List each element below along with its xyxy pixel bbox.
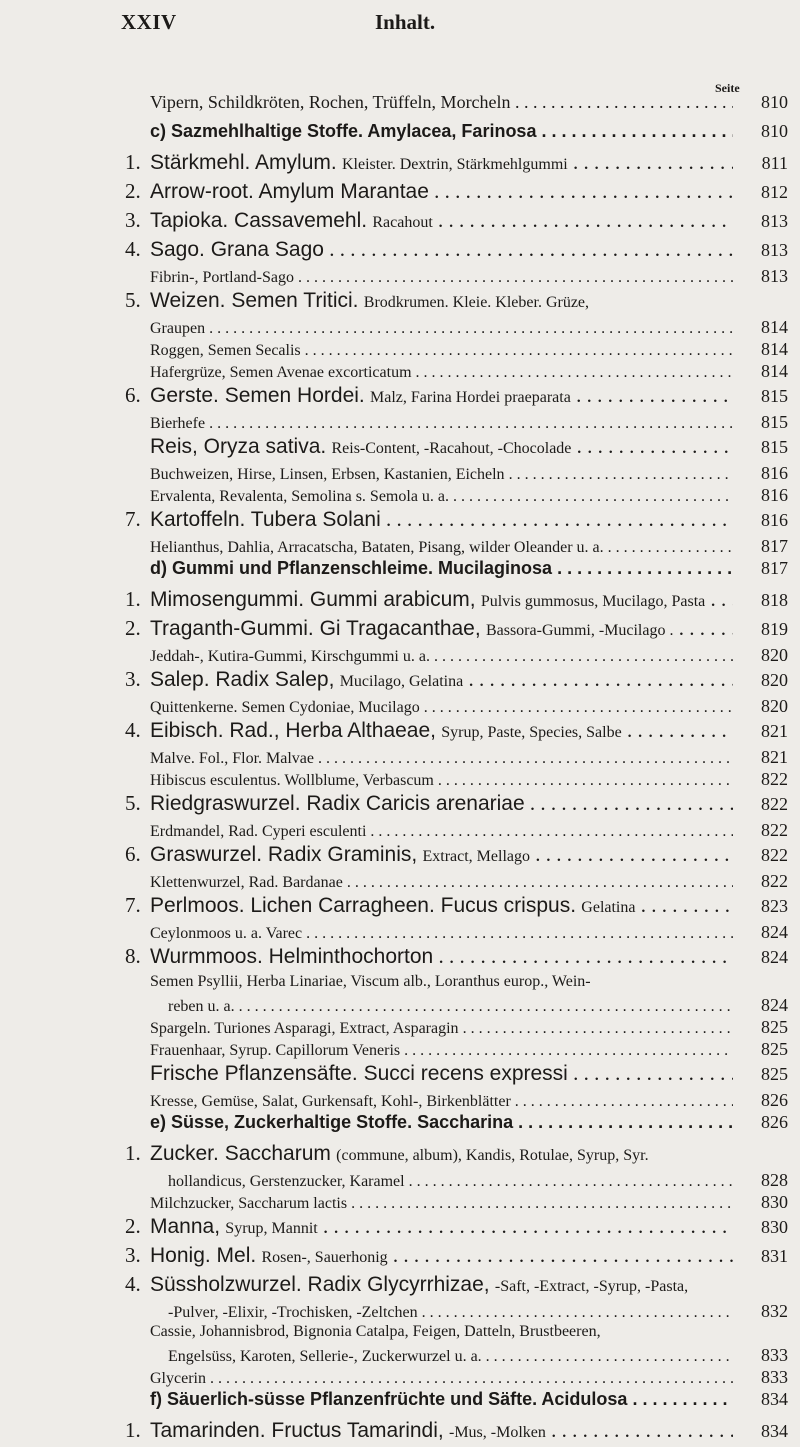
entry-title <box>0 1061 733 1086</box>
toc-entry <box>0 1243 800 1272</box>
page-header <box>0 8 800 48</box>
entry-number: 6. <box>125 842 141 866</box>
entry-heading: Stärkmehl. Amylum. <box>150 151 337 174</box>
entry-title <box>0 237 733 262</box>
toc-entry <box>0 769 800 791</box>
entry-page-number: 834 <box>761 1389 788 1409</box>
toc-entry <box>0 558 800 587</box>
entry-detail: Mucilago, Gelatina <box>339 673 464 690</box>
toc-entry <box>0 791 800 820</box>
toc-entry <box>0 973 800 995</box>
entry-page-number: 813 <box>761 266 788 286</box>
entry-title: Hibiscus esculentus. Wollblume, Verbascum . . . <box>0 772 733 790</box>
entry-heading: Weizen. Semen Tritici. <box>150 289 359 312</box>
entry-title: Vipern, Schildkröten, Rochen, Trüffeln, Morcheln . . . <box>0 92 733 113</box>
entry-heading: Arrow-root. Amylum Marantae <box>150 180 429 203</box>
toc-entry <box>0 339 800 361</box>
entry-title: Malve. Fol., Flor. Malvae . . . <box>0 750 733 768</box>
toc-entry <box>0 922 800 944</box>
entry-title: Quittenkerne. Semen Cydoniae, Mucilago . . . <box>0 699 733 717</box>
entry-page-number: 832 <box>761 1301 788 1321</box>
entry-title: -Pulver, -Elixir, -Trochisken, -Zeltchen . . . <box>0 1304 733 1322</box>
entry-page-number: 816 <box>761 463 788 483</box>
toc-entry <box>0 434 800 463</box>
entry-title <box>0 383 733 408</box>
entry-heading: Gerste. Semen Hordei. <box>150 384 365 407</box>
entry-heading: Kartoffeln. Tubera Solani <box>150 508 381 531</box>
entry-title: Erdmandel, Rad. Cyperi esculenti . . . <box>0 823 733 841</box>
entry-title: Milchzucker, Saccharum lactis . . . <box>0 1195 733 1213</box>
toc-entry <box>0 1192 800 1214</box>
toc-entry <box>0 893 800 922</box>
entry-title <box>0 1418 733 1443</box>
entry-page-number: 816 <box>761 485 788 505</box>
entry-page-number: 816 <box>761 510 788 530</box>
entry-heading: Tapioka. Cassavemehl. <box>150 209 368 232</box>
entry-page-number: 833 <box>761 1367 788 1387</box>
entry-detail: Syrup, Paste, Species, Salbe <box>441 724 622 741</box>
entry-page-number: 812 <box>761 182 788 202</box>
toc-entry <box>0 1301 800 1323</box>
toc-entry <box>0 92 800 121</box>
entry-title: Jeddah-, Kutira-Gummi, Kirschgummi u. a. . . . <box>0 648 733 666</box>
entry-heading: Traganth-Gummi. Gi Tragacanthae, <box>150 617 481 640</box>
toc-entry <box>0 747 800 769</box>
entry-number: 2. <box>125 616 141 640</box>
entry-title <box>0 616 733 641</box>
entry-page-number: 822 <box>761 794 788 814</box>
entry-heading: Perlmoos. Lichen Carragheen. Fucus crispus. <box>150 894 577 917</box>
entry-number: 2. <box>125 179 141 203</box>
entry-title: Kresse, Gemüse, Salat, Gurkensaft, Kohl-, Birkenblätter . . . <box>0 1093 733 1111</box>
page-column-label: Seite <box>715 81 740 95</box>
entry-detail: Kleister. Dextrin, Stärkmehlgummi <box>341 156 568 173</box>
entry-page-number: 825 <box>761 1039 788 1059</box>
entry-page-number: 821 <box>761 721 788 741</box>
section-heading: e) Süsse, Zuckerhaltige Stoffe. Saccharina . . . <box>0 1112 733 1133</box>
entry-detail: Extract, Mellago <box>422 848 530 865</box>
toc-entry <box>0 361 800 383</box>
entry-page-number: 828 <box>761 1170 788 1190</box>
entry-page-number: 834 <box>761 1421 788 1441</box>
toc-entry <box>0 944 800 973</box>
entry-number: 2. <box>125 1214 141 1238</box>
entry-heading: Sago. Grana Sago <box>150 238 324 261</box>
toc-entry <box>0 1170 800 1192</box>
entry-detail: Racahout <box>372 214 433 231</box>
entry-title: Ervalenta, Revalenta, Semolina s. Semola u. a. . . . <box>0 488 733 506</box>
entry-heading: Riedgraswurzel. Radix Caricis arenariae <box>150 792 525 815</box>
toc-entry <box>0 412 800 434</box>
entry-title: Bierhefe . . . <box>0 415 733 433</box>
toc-entry <box>0 507 800 536</box>
entry-title: Hafergrüze, Semen Avenae excorticatum . . . <box>0 364 733 382</box>
entry-detail: Brodkrumen. Kleie. Kleber. Grüze, <box>363 294 590 311</box>
toc-entry <box>0 718 800 747</box>
entry-heading: Mimosengummi. Gummi arabicum, <box>150 588 476 611</box>
entry-heading: Wurmmoos. Helminthochorton <box>150 945 434 968</box>
toc-entry <box>0 871 800 893</box>
entry-number: 1. <box>125 150 141 174</box>
entry-page-number: 822 <box>761 871 788 891</box>
entry-detail: Rosen-, Sauerhonig <box>261 1249 388 1266</box>
entry-number: 7. <box>125 893 141 917</box>
entry-page-number: 822 <box>761 820 788 840</box>
toc-entry <box>0 1061 800 1090</box>
toc-entry <box>0 1214 800 1243</box>
entry-page-number: 826 <box>761 1112 788 1132</box>
entry-title <box>0 1243 733 1268</box>
entry-title <box>0 288 733 313</box>
entry-number: 6. <box>125 383 141 407</box>
entry-title: Ceylonmoos u. a. Varec . . . <box>0 925 733 943</box>
entry-title <box>0 718 733 743</box>
entry-page-number: 811 <box>761 153 788 173</box>
entry-page-number: 815 <box>761 437 788 457</box>
entry-page-number: 810 <box>761 92 788 112</box>
toc-entry <box>0 1272 800 1301</box>
entry-page-number: 819 <box>761 619 788 639</box>
entry-page-number: 810 <box>761 121 788 141</box>
entry-number: 5. <box>125 791 141 815</box>
toc-entry <box>0 1039 800 1061</box>
entry-title <box>0 791 733 816</box>
entry-title <box>0 1214 733 1239</box>
toc-entry <box>0 485 800 507</box>
entry-title: Frauenhaar, Syrup. Capillorum Veneris . . . <box>0 1042 733 1060</box>
entry-page-number: 824 <box>761 995 788 1015</box>
entry-title: Fibrin-, Portland-Sago . . . <box>0 269 733 287</box>
toc-entry <box>0 463 800 485</box>
toc-entry <box>0 317 800 339</box>
entry-number: 3. <box>125 1243 141 1267</box>
entry-title: Roggen, Semen Secalis . . . <box>0 342 733 360</box>
toc-entry <box>0 266 800 288</box>
entry-title: hollandicus, Gerstenzucker, Karamel . . . <box>0 1173 733 1191</box>
entry-title <box>0 507 733 532</box>
entry-number: 3. <box>125 667 141 691</box>
entry-page-number: 831 <box>761 1246 788 1266</box>
entry-detail: -Mus, -Molken <box>448 1424 546 1441</box>
entry-heading: Graswurzel. Radix Graminis, <box>150 843 418 866</box>
entry-page-number: 830 <box>761 1192 788 1212</box>
entry-page-number: 820 <box>761 696 788 716</box>
entry-title <box>0 944 733 969</box>
entry-page-number: 814 <box>761 361 788 381</box>
entry-title: reben u. a. . . . <box>0 998 733 1016</box>
entry-detail: -Saft, -Extract, -Syrup, -Pasta, <box>494 1278 689 1295</box>
entry-heading: Honig. Mel. <box>150 1244 257 1267</box>
entry-heading: Zucker. Saccharum <box>150 1142 331 1165</box>
page-number: XXIV <box>121 10 177 34</box>
entry-page-number: 820 <box>761 670 788 690</box>
entry-page-number: 813 <box>761 211 788 231</box>
entry-detail: Malz, Farina Hordei praeparata <box>370 389 571 406</box>
entry-title <box>0 150 733 175</box>
entry-title <box>0 842 733 867</box>
entry-title: Helianthus, Dahlia, Arracatscha, Bataten, Pisang, wilder Oleander u. a. . . . <box>0 539 733 557</box>
entry-heading: Reis, Oryza sativa. <box>150 435 327 458</box>
entry-title <box>0 893 733 918</box>
entry-page-number: 821 <box>761 747 788 767</box>
entry-title: Glycerin . . . <box>0 1370 733 1388</box>
toc-entry <box>0 208 800 237</box>
entry-title: Semen Psyllii, Herba Linariae, Viscum alb., Loranthus europ., Wein- <box>150 973 591 990</box>
entry-number: 4. <box>125 718 141 742</box>
entry-page-number: 814 <box>761 317 788 337</box>
toc-entry <box>0 150 800 179</box>
toc-entry <box>0 536 800 558</box>
entry-page-number: 815 <box>761 412 788 432</box>
entry-detail: Bassora-Gummi, -Mucilago . <box>485 622 674 639</box>
entry-heading: Manna, <box>150 1215 221 1238</box>
entry-page-number: 825 <box>761 1017 788 1037</box>
entry-page-number: 830 <box>761 1217 788 1237</box>
toc-entry <box>0 383 800 412</box>
entry-page-number: 824 <box>761 922 788 942</box>
entry-title: Cassie, Johannisbrod, Bignonia Catalpa, Feigen, Datteln, Brustbeeren, <box>150 1323 601 1340</box>
entry-title <box>0 667 733 692</box>
toc-entry <box>0 1112 800 1141</box>
entry-title <box>0 179 733 204</box>
toc-entry <box>0 1389 800 1418</box>
toc-entry <box>0 587 800 616</box>
toc-entry <box>0 237 800 266</box>
entry-heading: Salep. Radix Salep, <box>150 668 335 691</box>
entry-title <box>0 1272 733 1297</box>
toc-entry <box>0 179 800 208</box>
toc-entry <box>0 645 800 667</box>
toc-entry <box>0 1418 800 1447</box>
entry-detail: (commune, album), Kandis, Rotulae, Syrup, Syr. <box>336 1147 649 1164</box>
entry-title <box>0 587 733 612</box>
toc-entry <box>0 1141 800 1170</box>
entry-page-number: 823 <box>761 896 788 916</box>
entry-page-number: 822 <box>761 769 788 789</box>
entry-heading: Tamarinden. Fructus Tamarindi, <box>150 1419 444 1442</box>
toc-entry <box>0 1367 800 1389</box>
entry-heading: Frische Pflanzensäfte. Succi recens expressi <box>150 1062 568 1085</box>
entry-number: 4. <box>125 237 141 261</box>
entry-number: 1. <box>125 587 141 611</box>
entry-page-number: 817 <box>761 558 788 578</box>
toc-entry <box>0 842 800 871</box>
entry-page-number: 822 <box>761 845 788 865</box>
entry-page-number: 824 <box>761 947 788 967</box>
entry-title <box>0 434 733 459</box>
section-heading: f) Säuerlich-süsse Pflanzenfrüchte und Säfte. Acidulosa . . . <box>0 1389 733 1410</box>
entry-title: Klettenwurzel, Rad. Bardanae . . . <box>0 874 733 892</box>
entry-detail: Reis-Content, -Racahout, -Chocolade <box>331 440 572 457</box>
entry-page-number: 820 <box>761 645 788 665</box>
entry-title: Spargeln. Turiones Asparagi, Extract, Asparagin . . . <box>0 1020 733 1038</box>
entry-page-number: 815 <box>761 386 788 406</box>
toc-entry <box>0 696 800 718</box>
entry-heading: Eibisch. Rad., Herba Althaeae, <box>150 719 437 742</box>
entry-page-number: 833 <box>761 1345 788 1365</box>
toc-entry <box>0 820 800 842</box>
toc-entry <box>0 1090 800 1112</box>
entry-page-number: 818 <box>761 590 788 610</box>
entry-title: Buchweizen, Hirse, Linsen, Erbsen, Kastanien, Eicheln . . . <box>0 466 733 484</box>
entry-page-number: 825 <box>761 1064 788 1084</box>
entry-number: 3. <box>125 208 141 232</box>
toc-entry <box>0 667 800 696</box>
entry-title <box>0 1141 733 1166</box>
entry-number: 7. <box>125 507 141 531</box>
entry-page-number: 817 <box>761 536 788 556</box>
section-heading: d) Gummi und Pflanzenschleime. Mucilaginosa . . . <box>0 558 733 579</box>
running-title: Inhalt. <box>375 10 436 34</box>
entry-title: Graupen . . . <box>0 320 733 338</box>
entry-detail: Syrup, Mannit <box>225 1220 318 1237</box>
table-of-contents <box>0 92 800 1447</box>
entry-page-number: 826 <box>761 1090 788 1110</box>
entry-title <box>0 208 733 233</box>
toc-entry <box>0 995 800 1017</box>
entry-page-number: 814 <box>761 339 788 359</box>
entry-number: 4. <box>125 1272 141 1296</box>
toc-entry <box>0 616 800 645</box>
entry-detail: Pulvis gummosus, Mucilago, Pasta <box>480 593 706 610</box>
toc-entry <box>0 1017 800 1039</box>
entry-heading: Süssholzwurzel. Radix Glycyrrhizae, <box>150 1273 490 1296</box>
toc-entry <box>0 1323 800 1345</box>
toc-entry <box>0 1345 800 1367</box>
entry-number: 8. <box>125 944 141 968</box>
toc-entry <box>0 288 800 317</box>
entry-title: Engelsüss, Karoten, Sellerie-, Zuckerwurzel u. a. . . . <box>0 1348 733 1366</box>
entry-page-number: 813 <box>761 240 788 260</box>
entry-detail: Gelatina <box>581 899 636 916</box>
entry-number: 1. <box>125 1141 141 1165</box>
toc-entry <box>0 121 800 150</box>
section-heading: c) Sazmehlhaltige Stoffe. Amylacea, Farinosa . . . <box>0 121 733 142</box>
entry-number: 5. <box>125 288 141 312</box>
entry-number: 1. <box>125 1418 141 1442</box>
